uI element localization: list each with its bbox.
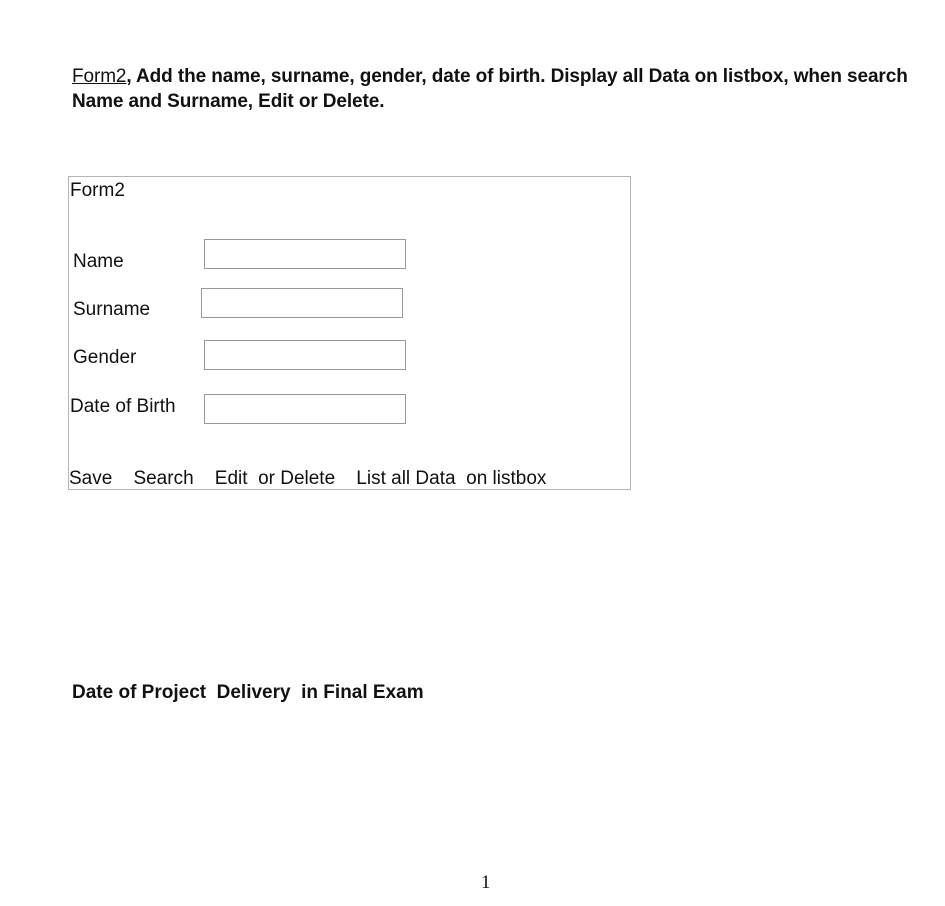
date-of-birth-input[interactable]: [204, 394, 406, 424]
form-title: Form2: [70, 180, 125, 201]
gender-label: Gender: [73, 347, 137, 368]
form-reference: Form2: [72, 66, 127, 87]
save-button[interactable]: Save: [69, 468, 113, 489]
instructions-text: , Add the name, surname, gender, date of birth. Display all Data on listbox, when search Name and Surname, Edit or Delete.: [72, 66, 908, 112]
date-of-birth-label: Date of Birth: [70, 396, 176, 417]
list-all-button[interactable]: List all Data on listbox: [356, 468, 547, 489]
page-number: 1: [481, 872, 491, 893]
form2-mockup: [68, 176, 631, 490]
gender-input[interactable]: [204, 340, 406, 370]
edit-or-delete-button[interactable]: Edit or Delete: [214, 468, 336, 489]
name-label: Name: [73, 251, 124, 272]
delivery-heading: Date of Project Delivery in Final Exam: [72, 682, 424, 703]
surname-input[interactable]: [201, 288, 403, 318]
name-input[interactable]: [204, 239, 406, 269]
instructions-paragraph: [72, 64, 922, 114]
surname-label: Surname: [73, 299, 151, 320]
search-button[interactable]: Search: [133, 468, 194, 489]
actions-row: [69, 468, 546, 490]
